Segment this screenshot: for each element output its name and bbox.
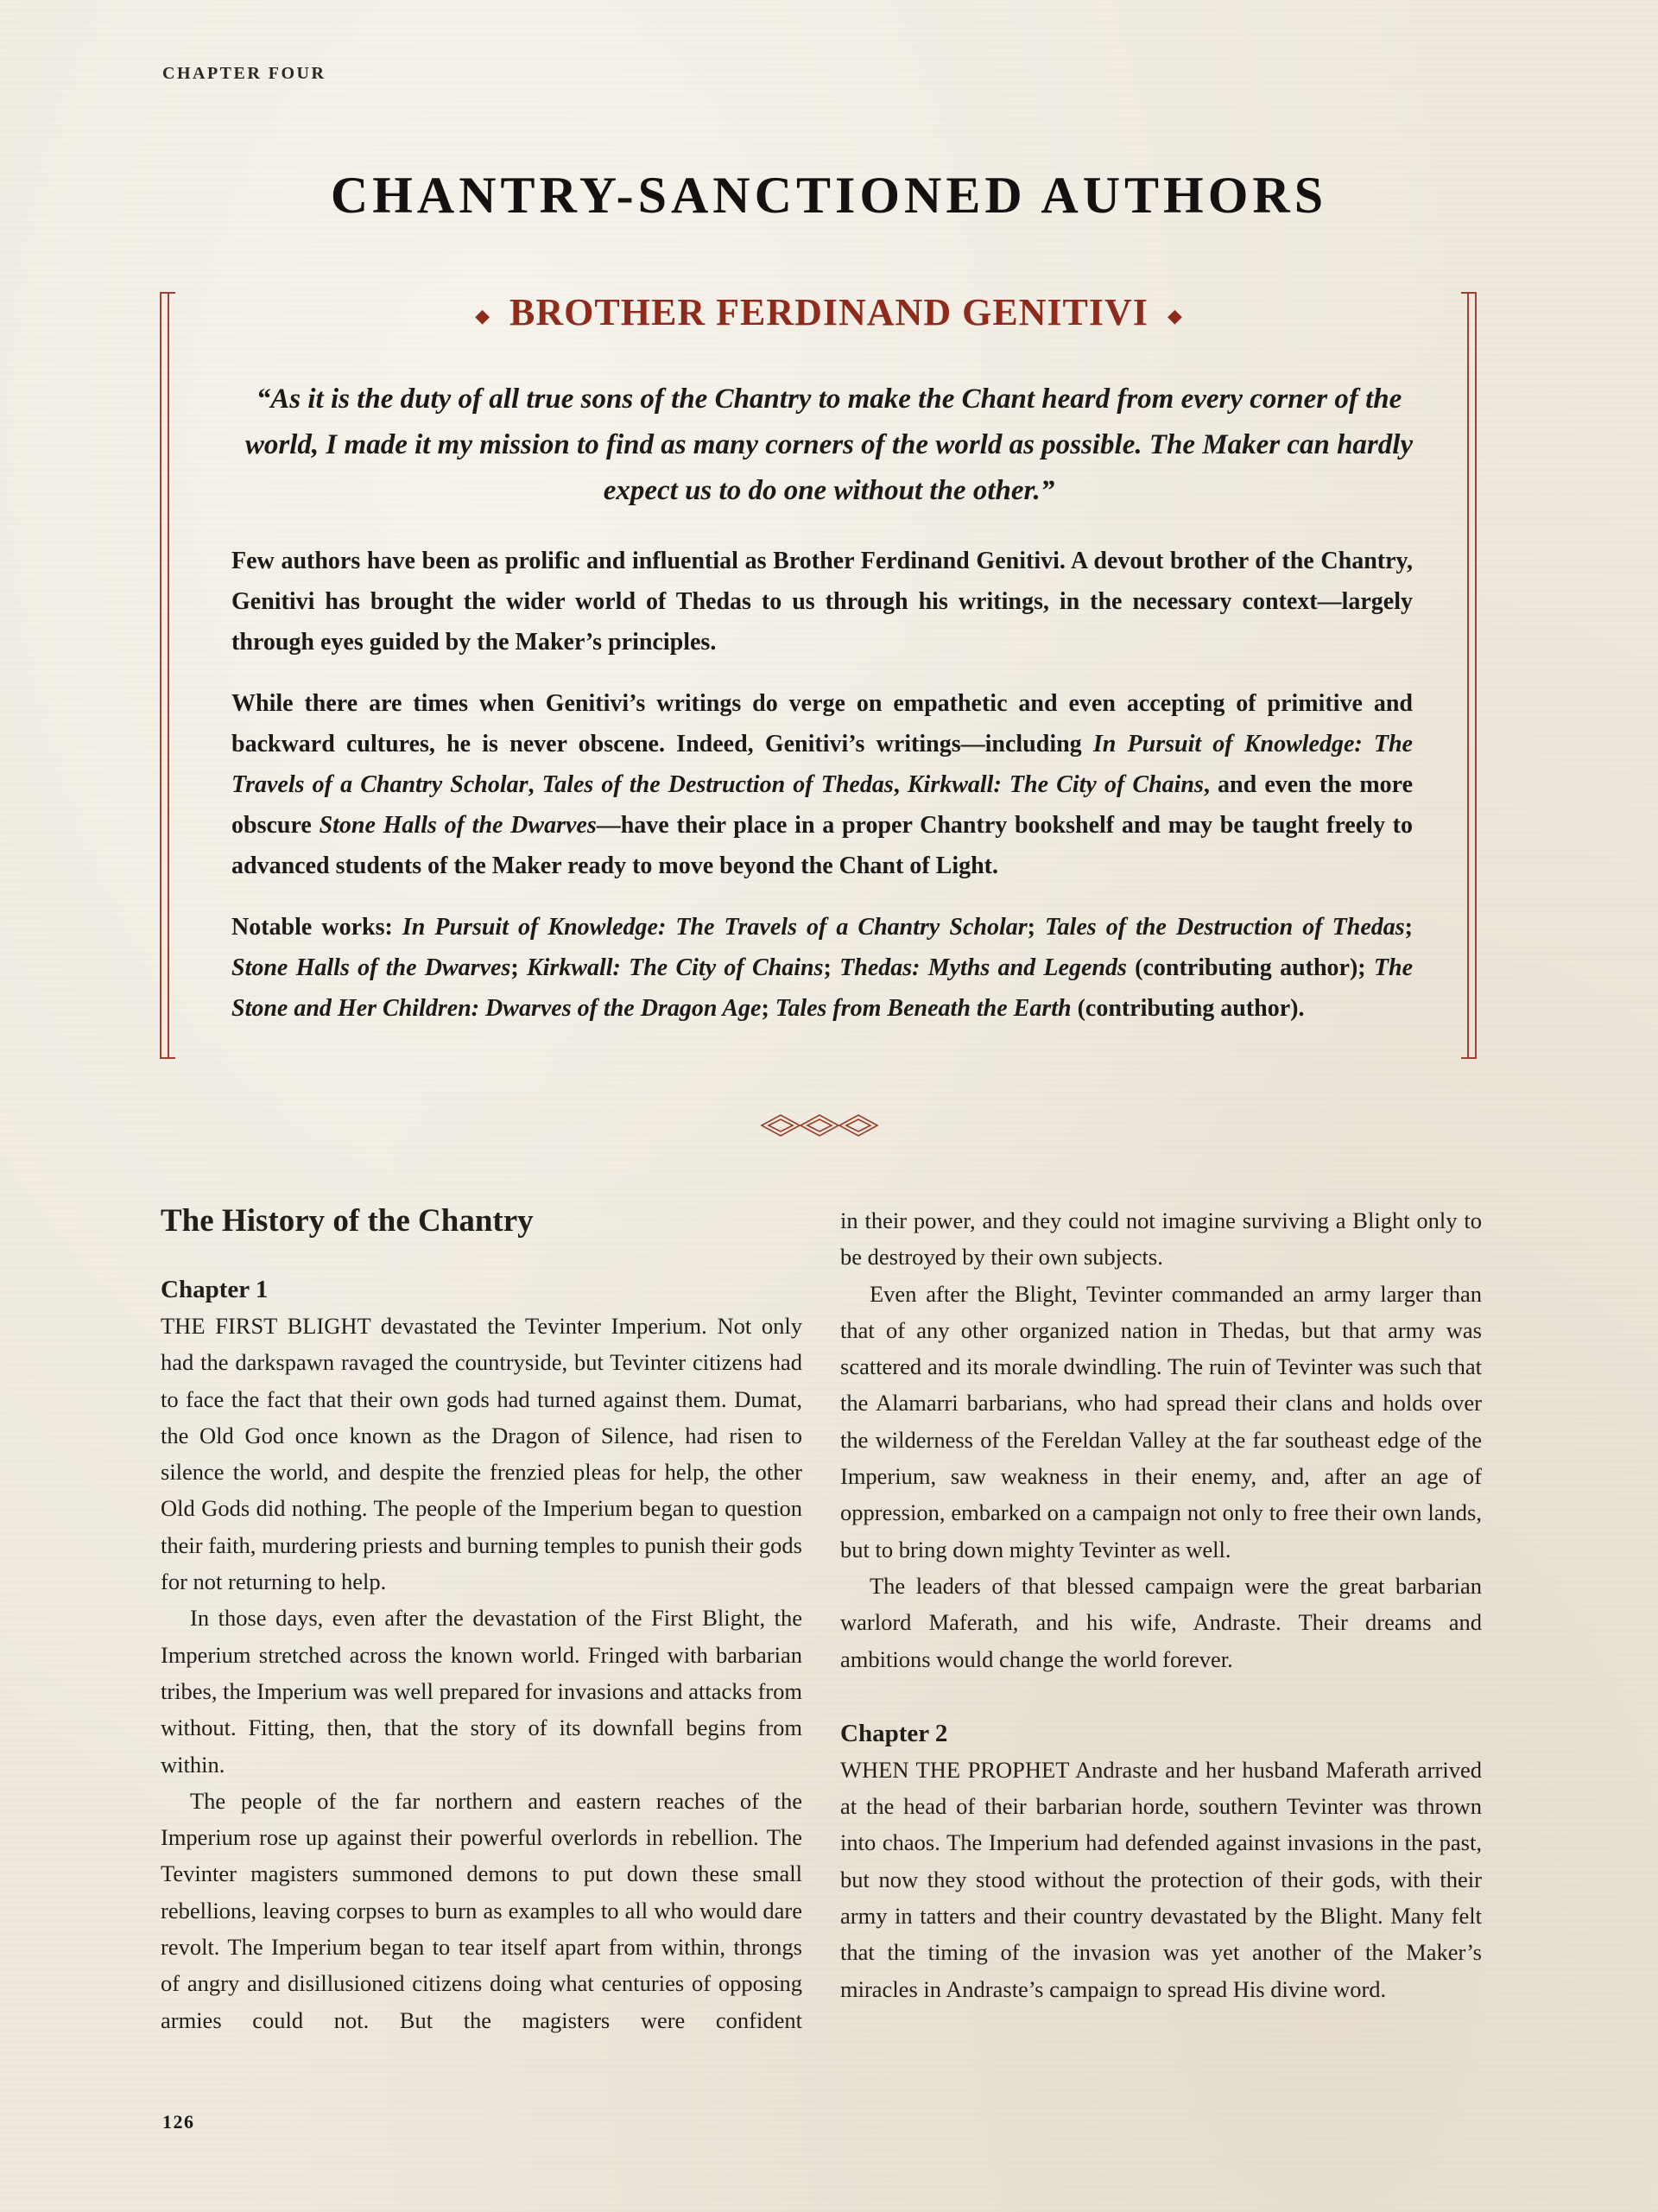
book-title: Stone Halls of the Dwarves [319, 812, 597, 839]
article-right-column [840, 1202, 1482, 2007]
book-title: Kirkwall: The City of Chains [526, 954, 824, 981]
diamond-ornament-icon: ◆ [475, 304, 491, 326]
sidebar-paragraph [231, 541, 1413, 662]
sidebar-right-bracket [1461, 292, 1477, 1059]
text-run: ; [1027, 914, 1046, 941]
book-title: In Pursuit of Knowledge: The Travels of a Chantry Scholar [231, 731, 1413, 798]
text-run: , [528, 771, 542, 798]
book-title: Tales of the Destruction of Thedas [1045, 914, 1405, 941]
text-run: —have their place in a proper Chantry bookshelf and may be taught freely to advanced students of the Maker ready to move beyond the Chant of Light. [231, 812, 1413, 879]
chapter-2-heading: Chapter 2 [840, 1719, 948, 1747]
text-run: , [893, 771, 908, 798]
text-run: (contributing author). [1071, 995, 1305, 1022]
sidebar-quote: “As it is the duty of all true sons of the Chantry to make the Chant heard from every corner of the world, I made it my mission to find as many corners of the world as possible. The Maker can hardly expect us to do one without the other.” [244, 383, 1414, 506]
chapter-1-heading: Chapter 1 [161, 1276, 269, 1303]
text-run: ; [823, 954, 840, 981]
article-left-column [161, 1201, 802, 2038]
book-title: Tales of the Destruction of Thedas [541, 771, 894, 798]
paragraph: THE FIRST BLIGHT devastated the Tevinter Imperium. Not only had the darkspawn ravaged the countryside, but Tevinter citizens had to face the fact that their own gods had turned against them. Dumat, the Old God once known as the Dragon of Silence, had risen to silence the world, and despite the frenzied pleas for help, the other Old Gods did nothing. The people of the Imperium began to question their faith, murdering priests and burning temples to punish their gods for not returning to help. [161, 1313, 802, 1595]
paragraph: The people of the far northern and eastern reaches of the Imperium rose up against their powerful overlords in rebellion. The Tevinter magisters summoned demons to put down these small rebellions, leaving corpses to burn as examples to all who would dare revolt. The Imperium began to tear itself apart from within, throngs of angry and disillusioned citizens doing what centuries of opposing armies could not. But the magisters were confident [161, 1787, 802, 2033]
page-title: CHANTRY-SANCTIONED AUTHORS [330, 167, 1328, 224]
book-title: The Stone and Her Children: Dwarves of the Dragon Age [231, 954, 1414, 1022]
book-title: Kirkwall: The City of Chains [907, 771, 1204, 798]
sidebar-paragraph [231, 907, 1413, 1029]
text-run: (contributing author); [1126, 954, 1374, 981]
sidebar-body [231, 541, 1413, 1049]
text-run: ; [761, 995, 775, 1022]
diamond-ornament-icon: ◆ [1167, 304, 1183, 326]
sidebar-heading [0, 290, 1658, 334]
page-number: 126 [162, 2111, 195, 2133]
paragraph: Even after the Blight, Tevinter commanded an army larger than that of any other organized nation in Thedas, but that army was scattered and its morale dwindling. The ruin of Tevinter was such that the Alamarri barbarians, who had spread their clans and holds over the wilderness of the Fereldan Valley at the far southeast edge of the Imperium, saw weakness in their enemy, and, after an age of oppression, embarked on a campaign not only to free their own lands, but to bring down mighty Tevinter as well. [840, 1280, 1482, 1562]
text-run: ; [1404, 914, 1413, 941]
text-run: , and even the more obscure [231, 771, 1414, 839]
text-run: ; [510, 954, 527, 981]
paragraph: in their power, and they could not imagine surviving a Blight only to be destroyed by their own subjects. [840, 1207, 1482, 1271]
text-run: While there are times when Genitivi’s writings do verge on empathetic and even accepting of primitive and backward cultures, he is never obscene. Indeed, Genitivi’s writings—including [231, 690, 1413, 757]
text-run: Few authors have been as prolific and influential as Brother Ferdinand Genitivi. A devout brother of the Chantry, Genitivi has brought the wider world of Thedas to us through his writings, in the necessary context—largely through eyes guided by the Maker’s principles. [231, 548, 1413, 656]
book-title: Stone Halls of the Dwarves [231, 954, 511, 981]
article-heading: The History of the Chantry [161, 1203, 534, 1239]
paragraph: WHEN THE PROPHET Andraste and her husband Maferath arrived at the head of their barbarian horde, southern Tevinter was thrown into chaos. The Imperium had defended against invasions in the past, but now they stood without the protection of their gods, with their army in tatters and their country devastated by the Blight. Many felt that the timing of the invasion was yet another of the Maker’s miracles in Andraste’s campaign to spread His divine word. [840, 1756, 1482, 2002]
paragraph: The leaders of that blessed campaign were the great barbarian warlord Maferath, and his wife, Andraste. Their dreams and ambitions would change the world forever. [840, 1572, 1482, 1672]
running-head: CHAPTER FOUR [162, 64, 326, 83]
book-title: Thedas: Myths and Legends [839, 954, 1127, 981]
diamond-chain-ornament-icon [760, 1112, 881, 1138]
sidebar-paragraph [231, 683, 1413, 886]
paragraph: In those days, even after the devastation of the First Blight, the Imperium stretched across the known world. Fringed with barbarian tribes, the Imperium was well prepared for invasions and attacks from without. Fitting, then, that the story of its downfall begins from within. [161, 1605, 802, 1778]
text-run: Notable works: [231, 914, 402, 941]
sidebar-left-bracket [160, 292, 175, 1059]
sidebar-heading-text: BROTHER FERDINAND GENITIVI [509, 291, 1149, 333]
book-title: In Pursuit of Knowledge: The Travels of a Chantry Scholar [402, 914, 1028, 941]
book-title: Tales from Beneath the Earth [775, 995, 1072, 1022]
